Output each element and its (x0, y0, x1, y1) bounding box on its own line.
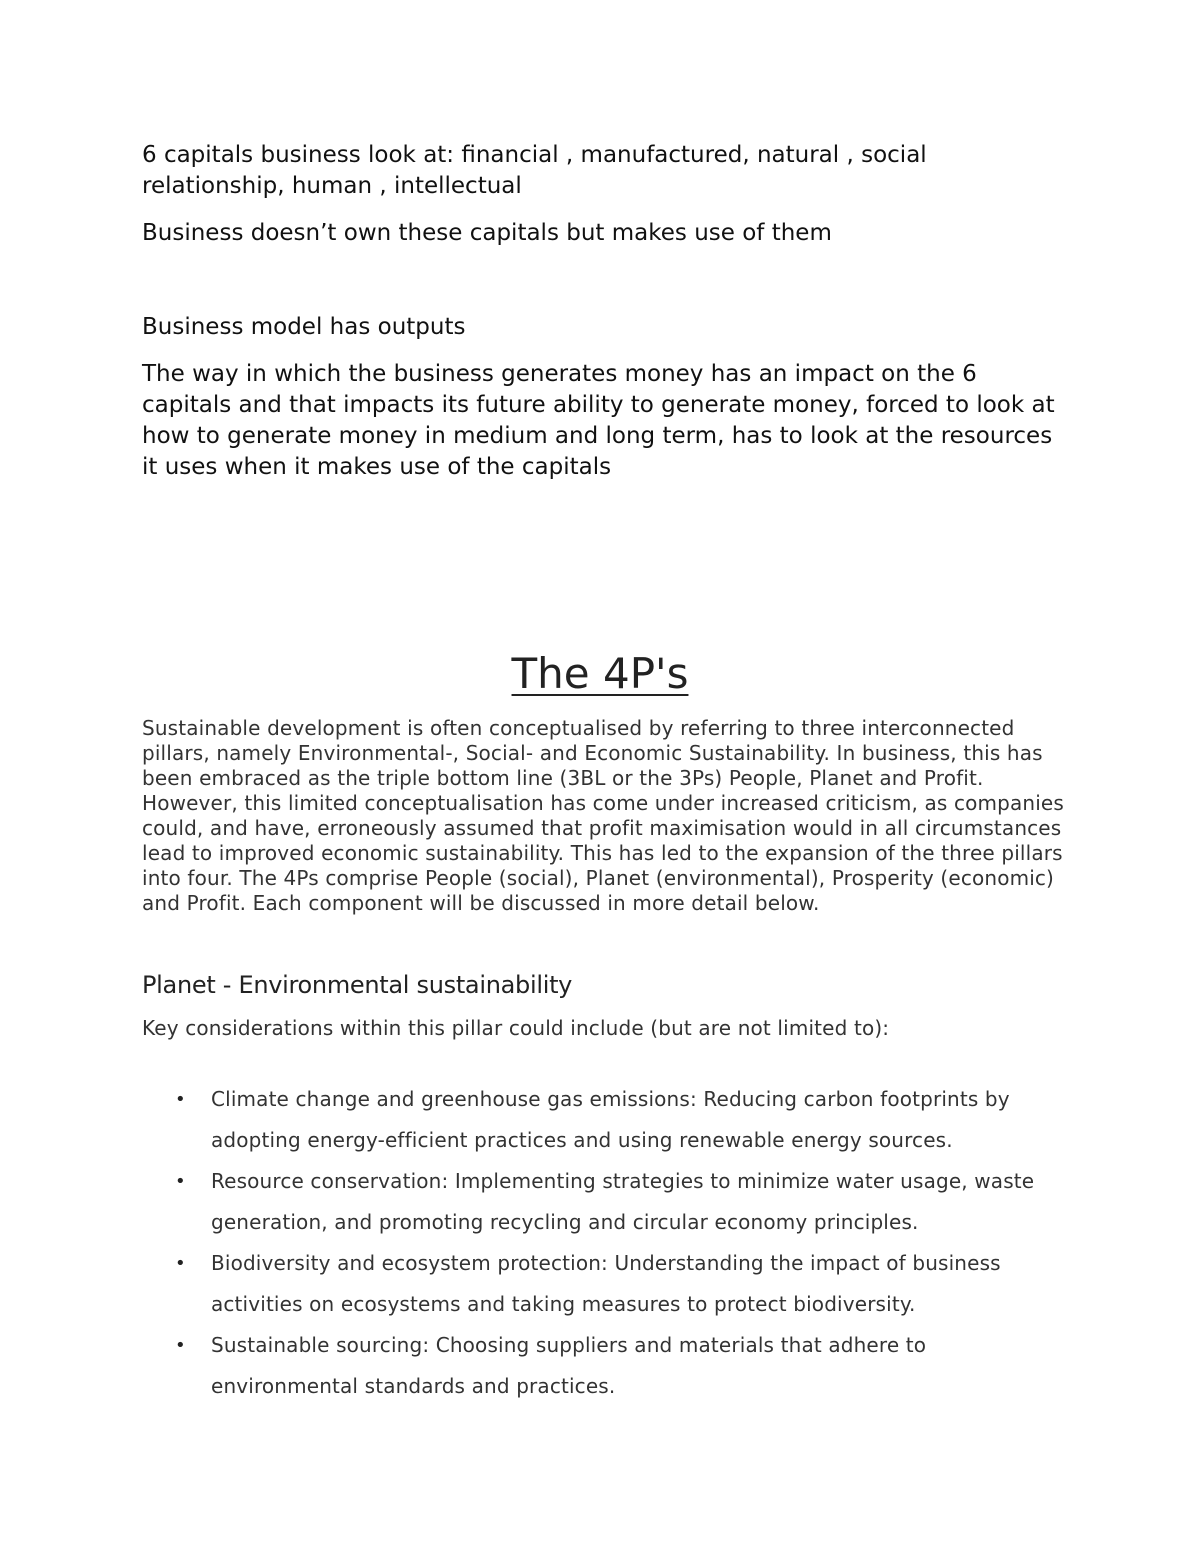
list-item-text: Resource conservation: Implementing strategies to minimize water usage, waste generation, and promoting recycling and circular economy principles. (211, 1169, 1035, 1234)
section-intro: Sustainable development is often conceptualised by referring to three interconnected pillars, namely Environmental-, Social- and Economic Sustainability. In business, this has been embraced as the triple bottom line (3BL or the 3Ps) People, Planet and Profit. However, this limited conceptualisation has come under increased criticism, as companies could, and have, erroneously assumed that profit maximisation would in all circumstances lead to improved economic sustainability. This has led to the expansion of the three pillars into four. The 4Ps comprise People (social), Planet (environmental), Prosperity (economic) and Profit. Each component will be discussed in more detail below. (142, 716, 1064, 915)
list-item (142, 1079, 1072, 1161)
bullet-icon: • (175, 1335, 186, 1356)
list-item (142, 1243, 1072, 1325)
section-title (0, 646, 1200, 702)
list-item-text: Climate change and greenhouse gas emissions: Reducing carbon footprints by adopting energy-efficient practices and using renewable energy sources. (211, 1087, 1010, 1152)
ownership-note: Business doesn’t own these capitals but makes use of them (142, 220, 832, 246)
section-title-text: The 4P's (511, 649, 689, 698)
list-item (142, 1325, 1072, 1407)
planet-lead: Key considerations within this pillar could include (but are not limited to): (142, 1016, 890, 1040)
capitals-note: 6 capitals business look at: financial , manufactured, natural , social relationship, human , intellectual (142, 142, 927, 199)
bullet-icon: • (175, 1253, 186, 1274)
list-item (142, 1161, 1072, 1243)
outputs-note: Business model has outputs (142, 314, 466, 340)
bullet-icon: • (175, 1171, 186, 1192)
bullet-icon: • (175, 1089, 186, 1110)
planet-heading: Planet - Environmental sustainability (142, 971, 573, 999)
impact-note: The way in which the business generates money has an impact on the 6 capitals and that impacts its future ability to generate money, forced to look at how to generate money in medium and long term, has to look at the resources it uses when it makes use of the capitals (142, 361, 1055, 480)
notes-block (142, 140, 1072, 483)
planet-list (142, 1079, 1072, 1407)
list-item-text: Biodiversity and ecosystem protection: Understanding the impact of business activities on ecosystems and taking measures to protect biodiversity. (211, 1251, 1001, 1316)
list-item-text: Sustainable sourcing: Choosing suppliers and materials that adhere to environmental standards and practices. (211, 1333, 927, 1398)
